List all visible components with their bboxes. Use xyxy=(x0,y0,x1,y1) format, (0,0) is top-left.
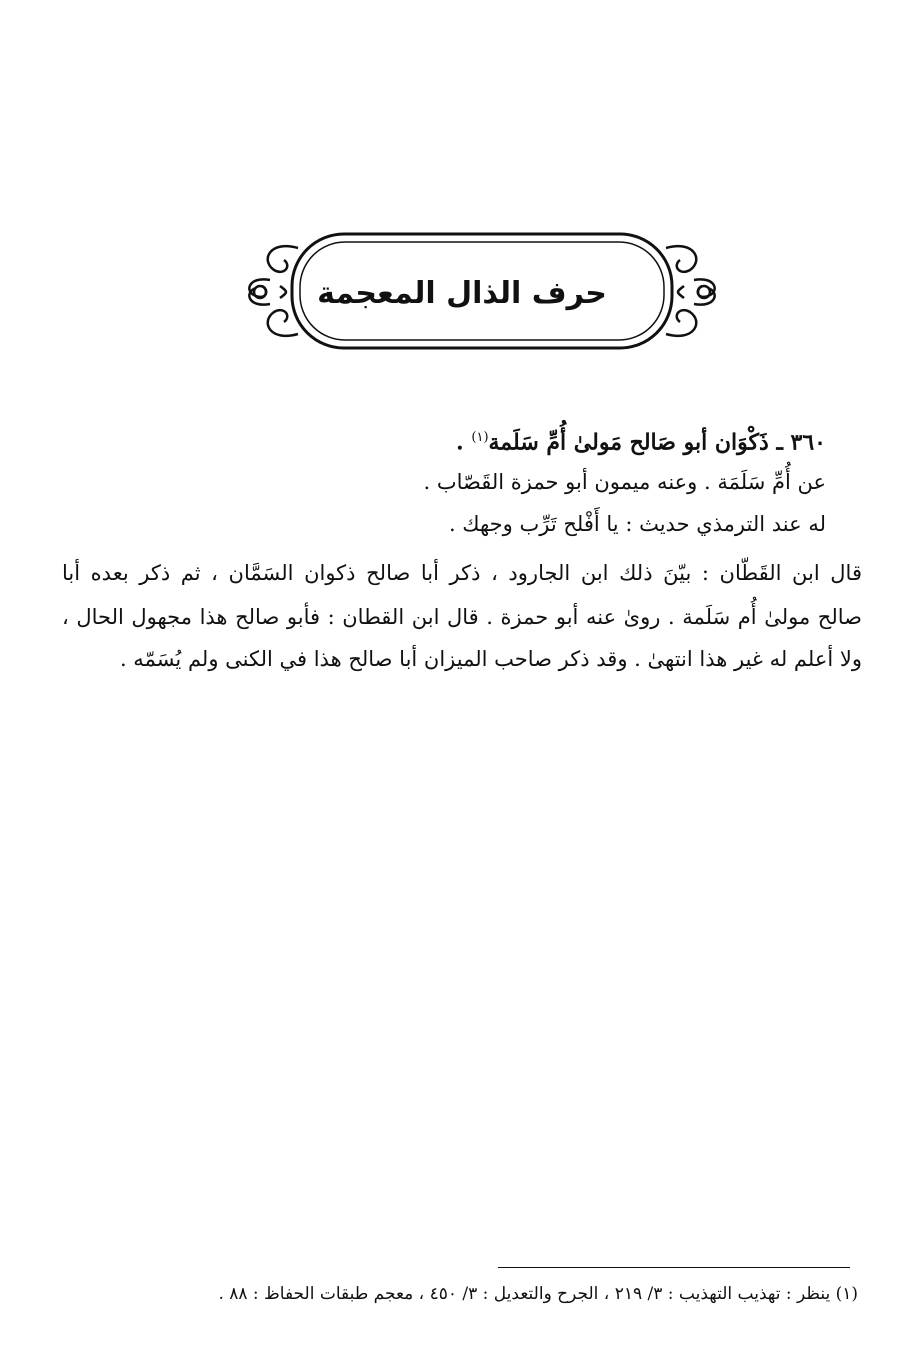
entry-heading xyxy=(86,420,826,460)
paragraph-line-3: ولا أعلم له غير هذا انتهىٰ . وقد ذكر صاحب الميزان أبا صالح هذا في الكنى ولم يُسَمّه . xyxy=(119,647,862,671)
paragraph-line-1: قال ابن القَطّان : بيّنَ ذلك ابن الجارود ، ذكر أبا صالح ذكوان السَمَّان ، ثم ذكر بعده أبا xyxy=(62,561,862,585)
entry-number: ٣٦٠ ـ xyxy=(776,429,826,456)
footnote-marker: (١) xyxy=(471,430,489,445)
entry-name: ذَكْوَان أبو صَالح مَولىٰ أُمِّ سَلَمة xyxy=(488,429,769,456)
entry-narrators-line: عن أُمِّ سَلَمَة . وعنه ميمون أبو حمزة القَصّاب . xyxy=(423,470,826,494)
footnote-text: (١) ينظر : تهذيب التهذيب : ٣/ ٢١٩ ، الجرح والتعديل : ٣/ ٤٥٠ ، معجم طبقات الحفاظ : ٨٨ . xyxy=(218,1284,858,1304)
section-title: حرف الذال المعجمة xyxy=(317,276,607,311)
paragraph-line-2: صالح مولىٰ أُم سَلَمة . روىٰ عنه أبو حمزة . قال ابن القطان : فأبو صالح هذا مجهول الحال ، xyxy=(62,605,862,629)
entry-hadith-line: له عند الترمذي حديث : يا أَفْلح تَرِّب وجهك . xyxy=(448,512,826,536)
entry-end-punct: . xyxy=(456,429,472,456)
footnote-divider xyxy=(498,1267,850,1268)
